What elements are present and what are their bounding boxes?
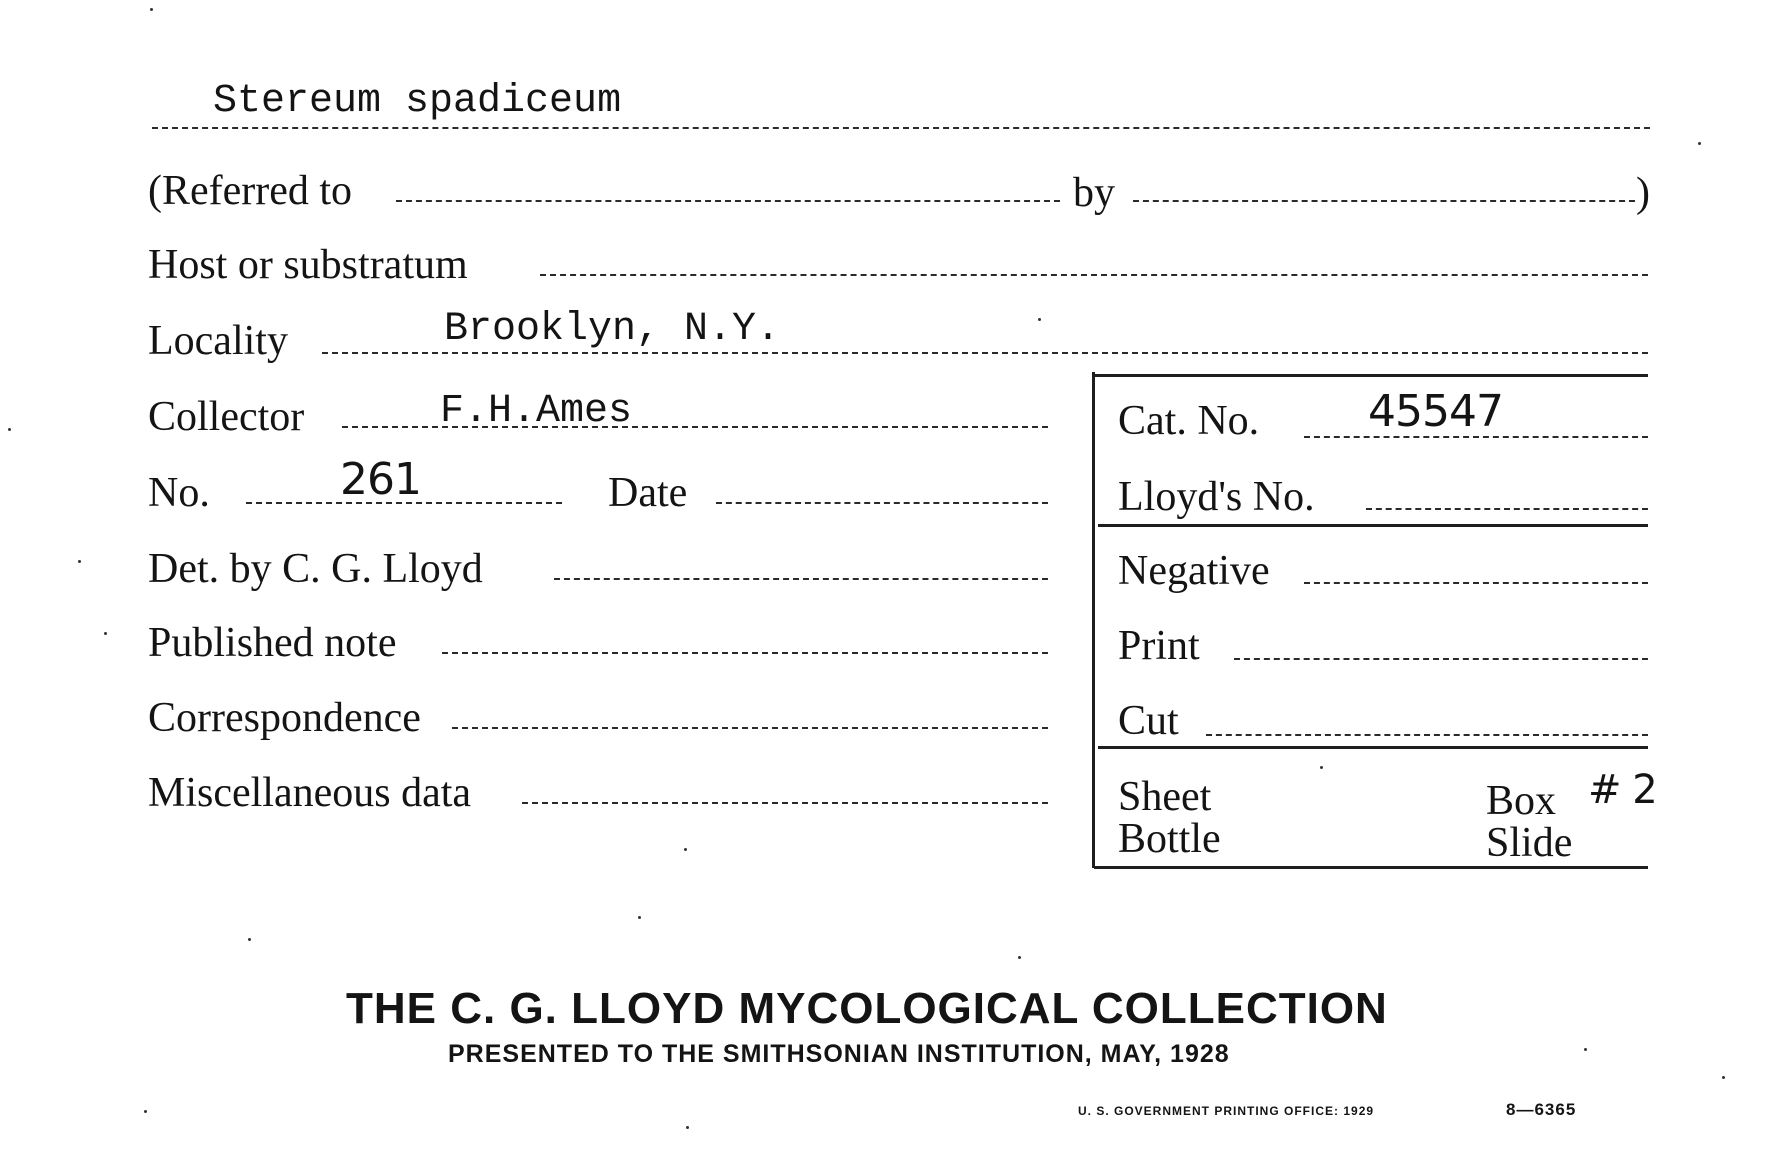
box-label: Box [1486,778,1557,824]
bottle-label: Bottle [1118,816,1221,862]
scan-speck [1698,142,1701,145]
species-name: Stereum spadiceum [213,79,622,124]
scan-speck [248,938,251,941]
cut-label: Cut [1118,698,1179,744]
correspondence-label: Correspondence [148,695,421,741]
scan-speck [638,916,641,919]
cut-field [1206,734,1648,736]
collector-label: Collector [148,394,305,440]
printer-imprint: U. S. GOVERNMENT PRINTING OFFICE: 1929 [1078,1104,1375,1118]
collection-title: THE C. G. LLOYD MYCOLOGICAL COLLECTION [346,984,1388,1033]
det-by-label: Det. by C. G. Lloyd [148,546,483,592]
scan-speck [144,1110,147,1113]
date-field [716,502,1048,504]
catalog-divider-1 [1098,524,1648,527]
misc-label: Miscellaneous data [148,770,472,816]
print-label: Print [1118,623,1200,669]
sheet-label: Sheet [1118,774,1212,820]
published-note-field [442,652,1048,654]
locality-label: Locality [148,318,288,364]
scan-speck [150,8,153,11]
box-number-value: # 2 [1588,767,1657,813]
correspondence-field [452,727,1048,729]
scan-speck [1320,766,1323,769]
catalog-box-bottom-rule [1094,866,1648,869]
number-label: No. [148,470,210,516]
referred-by-label: by [1073,170,1115,216]
locality-value: Brooklyn, N.Y. [444,307,781,352]
collector-value: F.H.Ames [440,389,633,434]
slide-label: Slide [1486,820,1573,866]
scan-speck [686,1126,689,1129]
referred-to-label: (Referred to [148,168,353,214]
lloyds-no-field [1366,508,1648,510]
form-number: 8—6365 [1506,1100,1577,1119]
misc-field [522,802,1048,804]
date-label: Date [608,470,688,516]
locality-field [322,352,1648,354]
lloyds-no-label: Lloyd's No. [1118,474,1315,520]
scan-speck [8,428,11,431]
scan-speck [1584,1048,1587,1051]
published-note-label: Published note [148,620,397,666]
host-field [540,274,1648,276]
catalog-divider-2 [1098,746,1648,749]
scan-speck [1722,1076,1725,1079]
cat-no-label: Cat. No. [1118,398,1260,444]
host-label: Host or substratum [148,242,468,288]
number-value: 261 [340,454,421,505]
referred-close-paren: ) [1636,170,1650,216]
catalog-box-top-rule [1094,374,1648,377]
species-line [152,127,1650,129]
referred-to-field [396,200,1060,202]
negative-label: Negative [1118,548,1270,594]
print-field [1234,658,1648,660]
cat-no-value: 45547 [1368,386,1503,437]
scan-speck [684,848,687,851]
catalog-box-left-rule [1092,372,1095,868]
det-by-field [554,578,1048,580]
collection-subtitle: PRESENTED TO THE SMITHSONIAN INSTITUTION, MAY, 1928 [448,1040,1230,1068]
scan-speck [1018,956,1021,959]
scan-speck [104,632,107,635]
scan-speck [78,560,81,563]
negative-field [1304,582,1648,584]
scan-speck [1038,318,1041,321]
referred-by-field [1133,200,1635,202]
